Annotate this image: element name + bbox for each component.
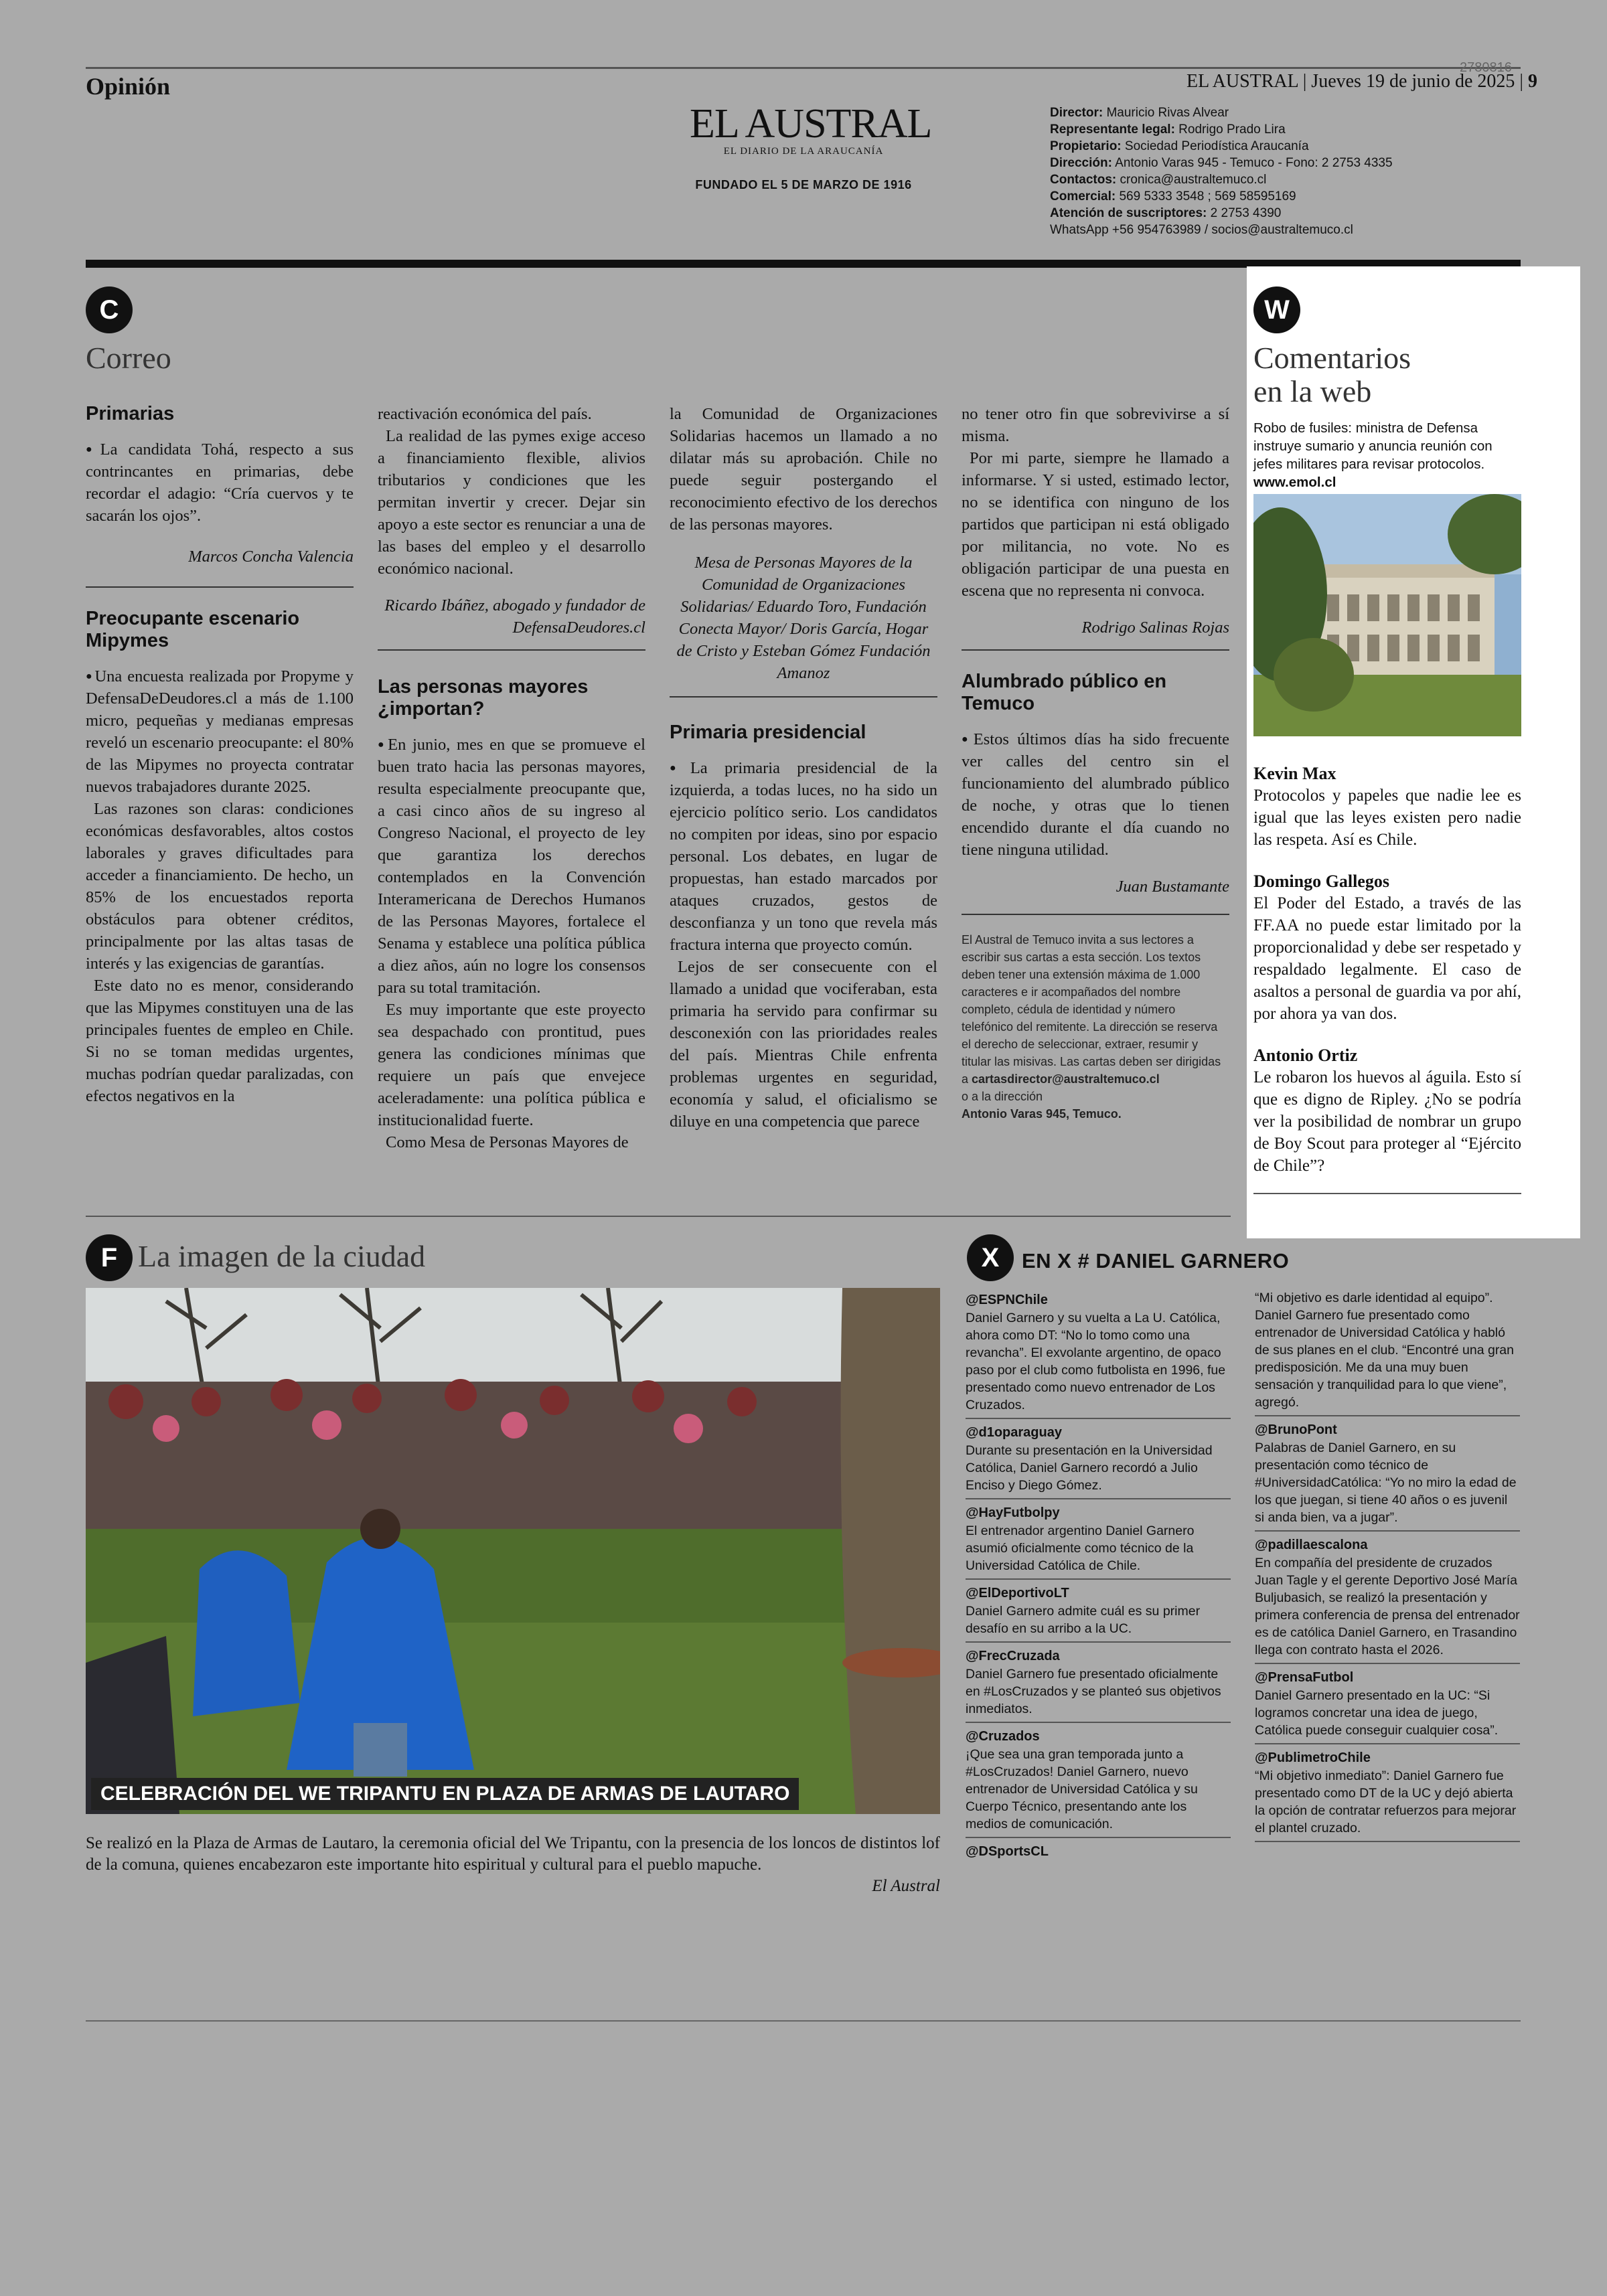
letter-signature: Mesa de Personas Mayores de la Comunidad de Organizaciones Solidarias/ Eduardo Toro, Fundación Conecta Mayor/ Doris García, Hogar de Cristo y Esteban Gómez Fundación Amanoz <box>676 554 931 682</box>
photo-caption: CELEBRACIÓN DEL WE TRIPANTU EN PLAZA DE ARMAS DE LAUTARO <box>91 1778 799 1810</box>
x-handle[interactable]: @padillaescalona <box>1255 1538 1368 1552</box>
comment-author: Kevin Max <box>1253 764 1336 783</box>
masthead-row: WhatsApp +56 954763989 / socios@australtemuco.cl <box>1050 223 1353 237</box>
comments-end-rule <box>1253 1193 1521 1194</box>
x-post-text: Durante su presentación en la Universidad Católica, Daniel Garnero recordó a Julio Enciso y Diego Gómez. <box>966 1443 1213 1493</box>
page-code: 2780816 <box>1460 60 1512 75</box>
photo-credit: El Austral <box>872 1877 940 1895</box>
x-handle[interactable]: @ElDeportivoLT <box>966 1586 1069 1601</box>
x-post <box>1255 1668 1520 1744</box>
x-section-title: EN X # DANIEL GARNERO <box>1022 1249 1290 1273</box>
ciudad-title: La imagen de la ciudad <box>138 1239 426 1273</box>
x-post <box>1255 1748 1520 1842</box>
letter-body: Este dato no es menor, considerando que las Mipymes constituyen una de las principales fuentes de empleo en Chile. Si no se toman medidas urgentes, muchas podrían quedar paralizadas, con efectos negativos en la <box>86 977 354 1105</box>
letter-signature: Rodrigo Salinas Rojas <box>1081 619 1229 637</box>
x-column-left <box>966 1291 1231 1861</box>
web-source-link[interactable]: www.emol.cl <box>1253 475 1336 490</box>
comment-author: Antonio Ortiz <box>1253 1046 1358 1065</box>
x-handle[interactable]: @d1oparaguay <box>966 1425 1062 1440</box>
web-badge: W <box>1253 286 1300 333</box>
x-post <box>966 1842 1231 1861</box>
letter-body: reactivación económica del país. <box>378 405 592 423</box>
dateline-date: | Jueves 19 de junio de 2025 | <box>1302 71 1523 92</box>
web-comments-list <box>1253 744 1521 1194</box>
letter-body: Como Mesa de Personas Mayores de <box>386 1133 629 1151</box>
letter-body: la Comunidad de Organizaciones Solidarias hacemos un llamado a no dilatar más su aprobación. Chile no puede seguir postergando el reconocimiento efectivo de los derechos de las personas mayores. <box>670 405 937 534</box>
letter-body: ● Estos últimos días ha sido frecuente ver calles del centro sin el funcionamiento del alumbrado público de noche, y otras que lo tienen encendido durante el día cuando no tiene ninguna utilidad. <box>962 728 1229 861</box>
x-handle[interactable]: @PublimetroChile <box>1255 1750 1371 1765</box>
x-handle[interactable]: @Cruzados <box>966 1729 1040 1744</box>
letter-body: Es muy importante que este proyecto sea despachado con prontitud, pues genera las condiciones mínimas que requiere un país que envejece aceleradamente: una política pública e institucionalidad fuerte. <box>378 1001 645 1129</box>
letter-body: ● En junio, mes en que se promueve el buen trato hacia las personas mayores, resulta especialmente preocupante que, a casi cinco años de su ingreso al Congreso Nacional, el proyecto de ley que garantiza los derechos contemplados en la Convención Interamericana de Derechos Humanos de las Personas Mayores, fortalece el Senama y establece una política pública a diez años, aún no logre los consensos para su total tramitación. <box>378 734 645 999</box>
x-post-text: El entrenador argentino Daniel Garnero asumió oficialmente como técnico de la Universidad Católica de Chile. <box>966 1524 1195 1573</box>
x-post-text: Daniel Garnero presentado en la UC: “Si logramos concretar una idea de juego, Católica puede conseguir cualquier cosa”. <box>1255 1688 1499 1738</box>
web-title: Comentarios en la web <box>1253 341 1411 408</box>
section-divider <box>86 1216 1231 1217</box>
x-handle[interactable]: @BrunoPont <box>1255 1422 1337 1437</box>
founded-line: FUNDADO EL 5 DE MARZO DE 1916 <box>695 178 912 191</box>
letters-address: Antonio Varas 945, Temuco. <box>962 1107 1122 1121</box>
letter-headline: Primaria presidencial <box>670 722 866 743</box>
letter-signature: Ricardo Ibáñez, abogado y fundador de DefensaDeudores.cl <box>384 596 645 637</box>
x-post-text: Daniel Garnero y su vuelta a La U. Católica, ahora como DT: “No lo tomo como una revancha”. El exvolante argentino, de opaco paso por el club como futbolista en 1996, fue presentado como nuevo entrenador de Los Cruzados. <box>966 1311 1226 1412</box>
x-handle[interactable]: @ESPNChile <box>966 1293 1048 1307</box>
letter-headline: Primarias <box>86 403 175 424</box>
letter-body: ● Una encuesta realizada por Propyme y DefensaDeDeudores.cl a más de 1.100 micro, pequeñas y medianas empresas reveló un escenario preocupante: el 80% de las Mipymes no proyecta contratar nuevos trabajadores durante 2025. <box>86 665 354 798</box>
x-post <box>1255 1420 1520 1532</box>
correo-column-1 <box>86 403 354 1107</box>
letter-separator <box>962 649 1229 651</box>
header-top-rule <box>86 67 1521 69</box>
comment-item <box>1253 763 1521 851</box>
x-post <box>966 1584 1231 1643</box>
comment-text: Protocolos y papeles que nadie lee es igual que las leyes existen pero nadie las respeta. Así es Chile. <box>1253 787 1521 849</box>
comment-text: El Poder del Estado, a través de las FF.AA no puede estar limitado por la proporcionalidad y debe ser respetado y respaldado legalmente. El caso de asaltos a personal de guardia va por ahí, por ahora ya van dos. <box>1253 894 1521 1023</box>
dateline <box>1187 71 1537 92</box>
letter-separator <box>86 586 354 588</box>
letter-separator <box>378 649 645 651</box>
newspaper-logo: EL AUSTRAL <box>690 101 932 147</box>
letter-headline: Preocupante escenario Mipymes <box>86 608 300 651</box>
masthead-row: Comercial: 569 5333 3548 ; 569 58595169 <box>1050 189 1296 203</box>
x-post-text: En compañía del presidente de cruzados Juan Tagle y el gerente Deportivo José María Buljubasich, se realizó la presentación y primera conferencia de prensa del entrenador es de católica Daniel Garnero, en Trasandino llega con contrato hasta el 2026. <box>1255 1556 1520 1657</box>
letter-body: ● La candidata Tohá, respecto a sus contrincantes en primarias, debe recordar el adagio: “Cría cuervos y te sacarán los ojos”. <box>86 438 354 527</box>
comment-author: Domingo Gallegos <box>1253 872 1389 891</box>
comment-item <box>1253 1045 1521 1177</box>
correo-title: Correo <box>86 341 171 375</box>
letters-email-link[interactable]: cartasdirector@australtemuco.cl <box>972 1072 1160 1086</box>
x-post <box>1255 1289 1520 1416</box>
letter-separator <box>670 696 937 698</box>
masthead-row: Dirección: Antonio Varas 945 - Temuco - Fono: 2 2753 4335 <box>1050 156 1393 170</box>
letter-separator <box>962 914 1229 915</box>
correo-column-2 <box>378 403 645 1153</box>
x-handle[interactable]: @FrecCruzada <box>966 1649 1060 1663</box>
comment-text: Le robaron los huevos al águila. Esto sí que es digno de Ripley. ¿No se podría ver la posibilidad de nombrar un grupo de Boy Scout para proteger al “Ejército de Chile”? <box>1253 1068 1521 1175</box>
x-post <box>966 1291 1231 1419</box>
x-post-text: “Mi objetivo inmediato”: Daniel Garnero fue presentado como DT de la UC y dejó abierta la opción de contratar refuerzos para mejorar el plantel cruzado. <box>1255 1769 1517 1835</box>
letter-body: Lejos de ser consecuente con el llamado a unidad que vociferaban, esta primaria ha servido para confirmar su desconexión con las prioridades reales del país. Mientras Chile enfrenta problemas urgentes en seguridad, economía y salud, el oficialismo se diluye en una competencia que parece <box>670 958 937 1131</box>
x-post <box>1255 1536 1520 1664</box>
photo-description: Se realizó en la Plaza de Armas de Lautaro, la ceremonia oficial del We Tripantu, con la presencia de los loncos de distintos lof de la comuna, quienes encabezaron este importante hito espiritual y cultural para el pueblo mapuche. <box>86 1834 940 1874</box>
x-post-text: Palabras de Daniel Garnero, en su presentación como técnico de #UniversidadCatólica: “Yo no miro la edad de los que juegan, si tiene 40 años o es juvenil si anda bien, va a jugar”. <box>1255 1441 1517 1525</box>
x-post-text: Daniel Garnero fue presentado oficialmente en #LosCruzados y se planteó sus objetivos inmediatos. <box>966 1667 1221 1716</box>
letter-body: no tener otro fin que sobrevivirse a sí misma. <box>962 405 1229 445</box>
letter-signature: Marcos Concha Valencia <box>188 548 354 566</box>
x-handle[interactable]: @PrensaFutbol <box>1255 1670 1354 1685</box>
x-handle[interactable]: @DSportsCL <box>966 1844 1049 1859</box>
web-intro: Robo de fusiles: ministra de Defensa instruye sumario y anuncia reunión con jefes militares para revisar protocolos. www.emol.cl <box>1253 420 1493 490</box>
x-post <box>966 1423 1231 1499</box>
masthead-row: Atención de suscriptores: 2 2753 4390 <box>1050 206 1282 220</box>
correo-badge: C <box>86 286 133 333</box>
x-post-text: “Mi objetivo es darle identidad al equipo”. Daniel Garnero fue presentado como entrenador de Universidad Católica y habló de sus planes en el club. “Encontré una gran predisposición. Me da una muy buen sensación y tranquilidad para lo que viene”, agregó. <box>1255 1291 1515 1410</box>
page-number: 9 <box>1527 71 1537 92</box>
masthead-row: Contactos: cronica@australtemuco.cl <box>1050 173 1267 187</box>
masthead-row: Representante legal: Rodrigo Prado Lira <box>1050 122 1286 137</box>
dateline-newspaper: EL AUSTRAL <box>1187 71 1298 92</box>
x-post <box>966 1647 1231 1723</box>
x-post-text: ¡Que sea una gran temporada junto a #LosCruzados! Daniel Garnero, nuevo entrenador de Universidad Católica y su Cuerpo Técnico, presentando ante los medios de comunicación. <box>966 1747 1198 1831</box>
x-post-text: Daniel Garnero admite cuál es su primer desafío en su arribo a la UC. <box>966 1604 1201 1636</box>
correo-column-3 <box>670 403 937 1133</box>
masthead-info <box>1050 104 1505 238</box>
letter-body: La realidad de las pymes exige acceso a financiamiento flexible, alivios tributarios y condiciones que les permitan invertir y crecer. Dejar sin apoyo a este sector es renunciar a una de las bases del empleo y el desarrollo económico nacional. <box>378 427 645 578</box>
page-bottom-rule <box>86 2020 1521 2022</box>
letter-signature: Juan Bustamante <box>1116 878 1229 896</box>
correo-column-4 <box>962 403 1229 1123</box>
x-post <box>966 1727 1231 1838</box>
x-post <box>966 1503 1231 1580</box>
letter-body: Las razones son claras: condiciones económicas desfavorables, altos costos laborales y graves dificultades para acceder a financiamiento. De hecho, un 85% de los encuestados reporta obstáculos para obtener créditos, principalmente por las altas tasas de interés y las exigencias de garantías. <box>86 800 354 973</box>
masthead-row: Propietario: Sociedad Periodística Araucanía <box>1050 139 1309 153</box>
letters-policy-note: El Austral de Temuco invita a sus lectores a escribir sus cartas a esta sección. Los textos deben tener una extensión máxima de 1.000 caracteres e ir acompañados del nombre completo, cédula de identidad y número telefónico del remitente. La dirección se reserva el derecho de seleccionar, extraer, resumir y titular las misivas. Las cartas deben ser dirigidas a cartasdirector@australtemuco.cl o a la dirección Antonio Varas 945, Temuco. <box>962 933 1221 1121</box>
section-name: Opinión <box>86 73 171 100</box>
castle-photo <box>1253 494 1521 736</box>
ciudad-badge: F <box>86 1234 133 1281</box>
letter-headline: Las personas mayores ¿importan? <box>378 676 589 720</box>
letter-headline: Alumbrado público en Temuco <box>962 671 1167 714</box>
x-column-right <box>1255 1289 1520 1846</box>
comment-item <box>1253 871 1521 1025</box>
x-handle[interactable]: @HayFutbolpy <box>966 1505 1060 1520</box>
letter-body: ● La primaria presidencial de la izquierda, a todas luces, no ha sido un ejercicio político serio. Los candidatos no compiten por ideas, sino por espacio personal. Los debates, en lugar de propuestas, han estado marcados por ataques cruzados, gestos de desconfianza y un tono que revela más fractura interna que proyecto común. <box>670 757 937 956</box>
letter-body: Por mi parte, siempre he llamado a informarse. Y si usted, estimado lector, no se identifica con ninguno de los partidos que participan ni está obligado por militancia, no vote. No es obligación participar de una puesta en escena que no representa ni convoca. <box>962 449 1229 600</box>
ceremony-photo <box>86 1288 940 1814</box>
newspaper-tagline: EL DIARIO DE LA ARAUCANÍA <box>723 146 884 157</box>
masthead-row: Director: Mauricio Rivas Alvear <box>1050 106 1229 120</box>
x-badge: X <box>967 1234 1014 1281</box>
